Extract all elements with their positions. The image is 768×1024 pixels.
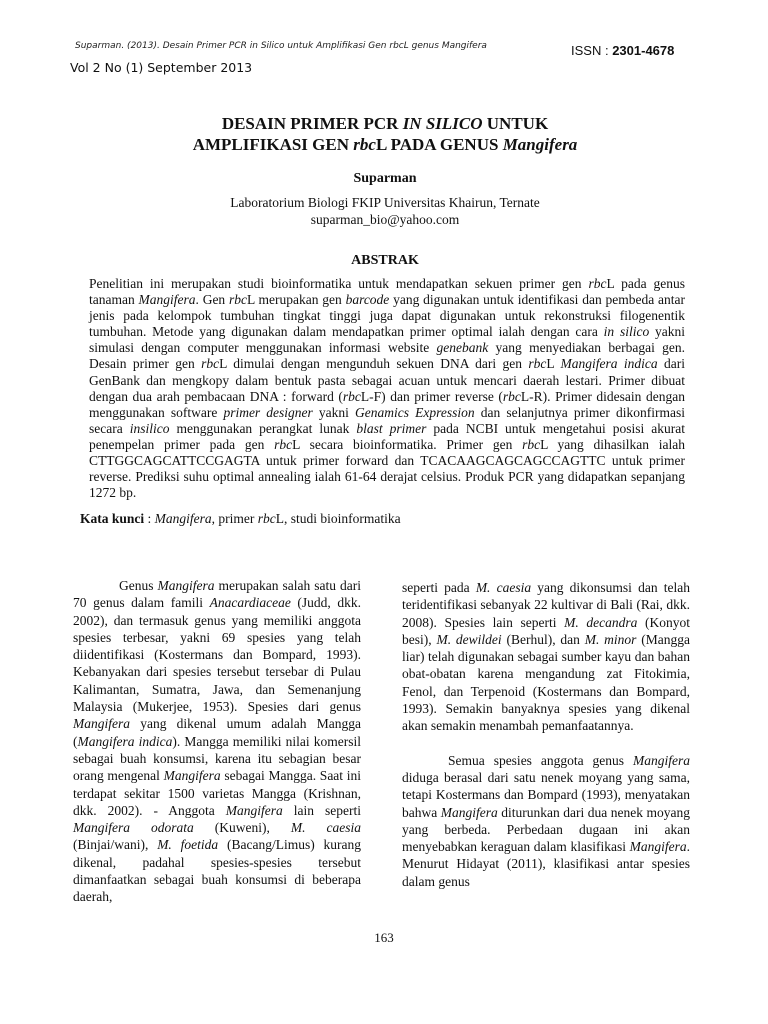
affiliation: Laboratorium Biologi FKIP Universitas Khairun, Ternate xyxy=(230,195,540,210)
abstract-heading: ABSTRAK xyxy=(351,253,419,268)
title-text: AMPLIFIKASI GEN xyxy=(192,135,354,154)
abstract-paragraph: Penelitian ini merupakan studi bioinformatika untuk mendapatkan sekuen primer gen rbcL pada genus tanaman Mangifera. Gen rbcL merupakan gen barcode yang digunakan untuk identifikasi dan pembeda antar jenis pada kelompok tumbuhan tingkat tinggi juga dapat digunakan untuk rekonstruksi filogenentik tumbuhan. Metode yang digunakan dalam mendapatkan primer optimal ialah dengan cara in silico yakni simulasi dengan computer menggunakan informasi website genebank yang menyediakan berbagai gen. Desain primer gen rbcL dimulai dengan mengunduh sekuen DNA dari gen rbcL Mangifera indica dari GenBank dan mengkopy dalam bentuk pasta sebagai acuan untuk mencari daerah lestari. Primer dibuat dengan dua arah pembacaan DNA : forward (rbcL-F) dan primer reverse (rbcL-R). Primer didesain dengan menggunakan software primer designer yakni Genamics Expression dan selanjutnya primer dikonfirmasi secara insilico menggunakan perangkat lunak blast primer pada NCBI untuk mengetahui posisi akurat penempelan primer pada gen rbcL secara bioinformatika. Primer gen rbcL yang dihasilkan ialah CTTGGCAGCATTCCGAGTA untuk primer forward dan TCACAAGCAGCAGCCAGTTC untuk primer reverse. Prediksi suhu optimal annealing ialah 61-64 derajat celsius. Produk PCR yang didapatkan sepanjang 1272 bp. xyxy=(89,276,686,501)
running-header-citation: Suparman. (2013). Desain Primer PCR in Silico untuk Amplifikasi Gen rbcL genus Mangifera xyxy=(75,41,487,51)
author-name: Suparman xyxy=(353,171,417,186)
title-line-2 xyxy=(100,134,670,155)
author-email: suparman_bio@yahoo.com xyxy=(310,212,460,227)
issn-label: ISSN : xyxy=(571,43,609,58)
abstract-body xyxy=(89,276,685,501)
issn-value: 2301-4678 xyxy=(612,43,675,58)
title-text: UNTUK xyxy=(482,114,549,133)
title-text: L PADA GENUS xyxy=(375,135,503,154)
body-paragraph: Genus Mangifera merupakan salah satu dari 70 genus dalam famili Anacardiaceae (Judd, dkk. 2002), dan termasuk genus yang memiliki anggota spesies terbesar, yakni 69 spesies yang telah diidentifikasi (Kostermans dan Bompard, 1993). Kebanyakan dari spesies tersebut tersebar di Pulau Kalimantan, Sumatra, Jawa, dan Semenanjung Malaysia (Mukerjee, 1953). Spesies dari genus Mangifera yang dikenal umum adalah Mangga (Mangifera indica). Mangga memiliki nilai komersil sebagai buah konsumsi, karena itu sebagian besar orang mengenal Mangifera sebagai Mangga. Saat ini terdapat sekitar 1500 varietas Mangga (Krishnan, dkk. 2002). - Anggota Mangifera lain seperti Mangifera odorata (Kuweni), M. caesia (Binjai/wani), M. foetida (Bacang/Limus) kurang dikenal, padahal spesies-spesies tersebut dimanfaatkan sebagai buah konsumsi di beberapa daerah, xyxy=(73,578,362,905)
body-column-left xyxy=(73,577,361,906)
page-number: 163 xyxy=(374,930,394,945)
issn xyxy=(571,43,674,58)
author-affiliation-block xyxy=(100,194,670,228)
volume-info: Vol 2 No (1) September 2013 xyxy=(70,60,253,75)
title-text: DESAIN PRIMER PCR xyxy=(221,114,403,133)
keywords-label: Kata kunci xyxy=(80,511,145,526)
title-line-1 xyxy=(100,113,670,134)
body-paragraph: Semua spesies anggota genus Mangifera diduga berasal dari satu nenek moyang yang sama, tetapi Kostermans dan Bompard (1993), menyatakan bahwa Mangifera diturunkan dari dua nenek moyang yang berbeda. Perbedaan dugaan ini akan menyebabkan keraguan dalam klasifikasi Mangifera. Menurut Hidayat (2011), klasifikasi antar spesies dalam genus xyxy=(402,752,690,889)
keywords: Kata kunci : Mangifera, primer rbcL, studi bioinformatika xyxy=(80,511,401,526)
paper-title xyxy=(100,113,670,155)
body-column-right xyxy=(402,579,690,890)
body-paragraph: seperti pada M. caesia yang dikonsumsi dan telah teridentifikasi sebanyak 22 kultivar di Bali (Rai, dkk. 2008). Spesies lain seperti M. decandra (Konyot besi), M. dewildei (Berhul), dan M. minor (Mangga liar) telah digunakan sebagai sumber kayu dan bahan obat-obatan karena mengandung zat Fitokimia, Fenol, dan Terpenoid (Kostermans dan Bompard, 1993). Semakin banyaknya spesies yang dikenal akan semakin menambah pemanfaatannya. xyxy=(402,580,691,734)
title-italic: IN SILICO xyxy=(402,114,483,133)
title-italic: rbc xyxy=(353,135,376,154)
title-italic: Mangifera xyxy=(502,135,578,154)
